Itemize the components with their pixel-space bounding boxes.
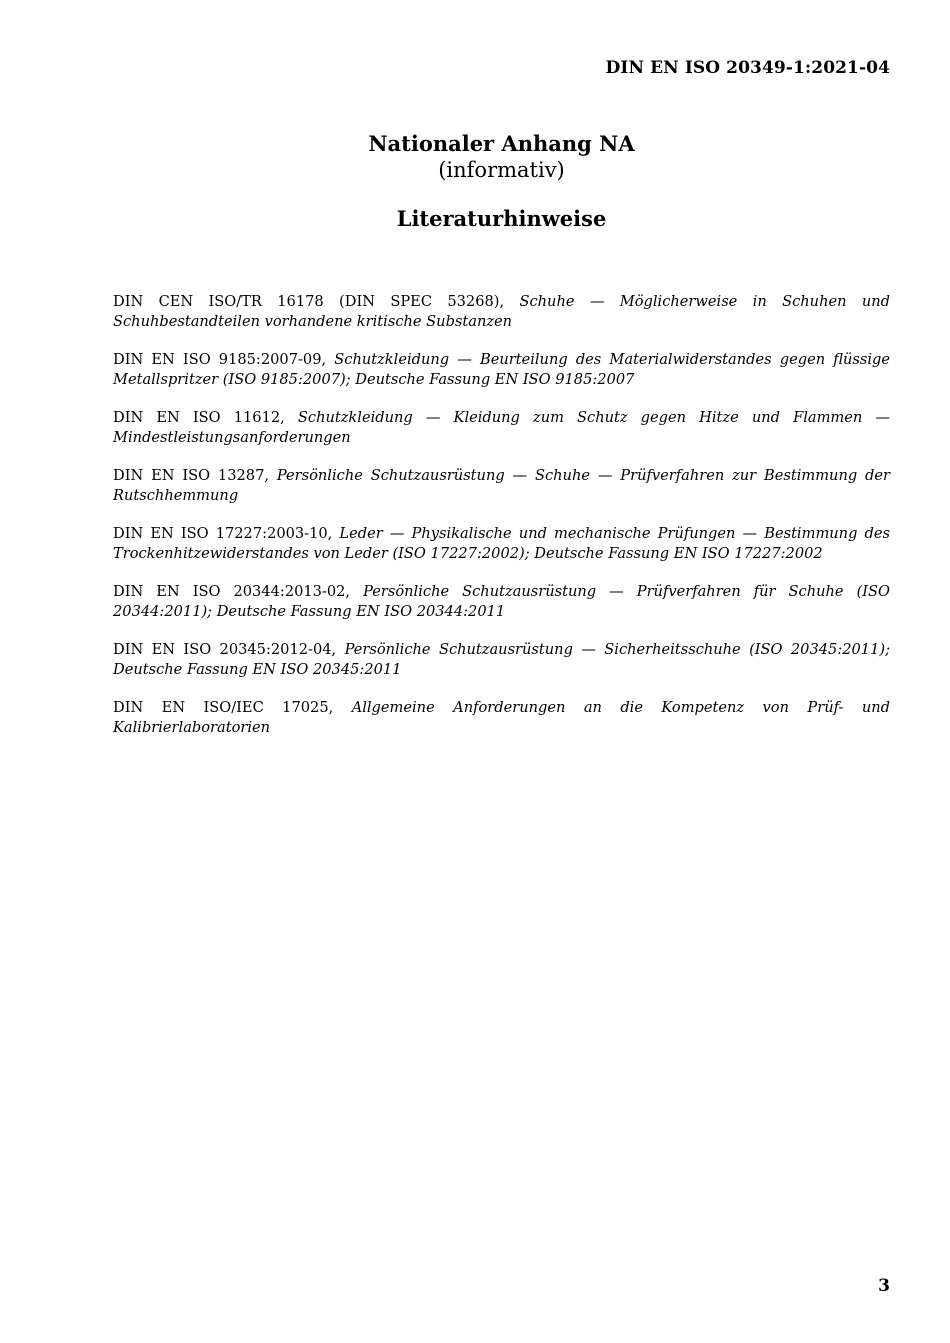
reference-title: Schuhe — Möglicherweise in Schuhen und Schuhbestandteilen vorhandene kritische Substanzen	[113, 293, 891, 330]
reference-title: Persönliche Schutzausrüstung — Prüfverfahren für Schuhe (ISO 20344:2011); Deutsche Fassung EN ISO 20344:2011	[113, 583, 890, 620]
reference-designation: DIN CEN ISO/TR 16178 (DIN SPEC 53268),	[113, 293, 505, 310]
annex-subtitle: (informativ)	[438, 158, 565, 182]
reference-title: Schutzkleidung — Kleidung zum Schutz gegen Hitze und Flammen — Mindestleistungsanforderungen	[113, 409, 890, 446]
reference-item	[113, 466, 890, 505]
reference-designation: DIN EN ISO 9185:2007-09,	[113, 351, 327, 368]
page-number: 3	[878, 1276, 890, 1296]
reference-item	[113, 350, 890, 389]
reference-item	[113, 524, 890, 563]
reference-item	[113, 292, 890, 331]
reference-designation: DIN EN ISO/IEC 17025,	[113, 699, 334, 716]
reference-item	[113, 408, 890, 447]
reference-list	[113, 292, 890, 756]
reference-designation: DIN EN ISO 11612,	[113, 409, 285, 426]
annex-title: Nationaler Anhang NA	[368, 131, 635, 156]
reference-title: Leder — Physikalische und mechanische Prüfungen — Bestimmung des Trockenhitzewiderstandes von Leder (ISO 17227:2002); Deutsche Fassung EN ISO 17227:2002	[113, 525, 890, 562]
reference-designation: DIN EN ISO 13287,	[113, 467, 269, 484]
bibliography-heading: Literaturhinweise	[396, 206, 607, 231]
reference-title: Schutzkleidung — Beurteilung des Materialwiderstandes gegen flüssige Metallspritzer (ISO 9185:2007); Deutsche Fassung EN ISO 9185:2007	[113, 351, 891, 388]
reference-item	[113, 698, 890, 737]
reference-designation: DIN EN ISO 20345:2012-04,	[113, 641, 337, 658]
reference-designation: DIN EN ISO 17227:2003-10,	[113, 525, 333, 542]
document-id: DIN EN ISO 20349-1:2021-04	[605, 58, 890, 78]
reference-designation: DIN EN ISO 20344:2013-02,	[113, 583, 351, 600]
reference-item	[113, 640, 890, 679]
reference-title: Persönliche Schutzausrüstung — Sicherheitsschuhe (ISO 20345:2011); Deutsche Fassung EN ISO 20345:2011	[113, 641, 890, 678]
reference-title: Allgemeine Anforderungen an die Kompetenz von Prüf- und Kalibrierlaboratorien	[113, 699, 890, 736]
reference-title: Persönliche Schutzausrüstung — Schuhe — Prüfverfahren zur Bestimmung der Rutschhemmung	[113, 467, 890, 504]
reference-item	[113, 582, 890, 621]
